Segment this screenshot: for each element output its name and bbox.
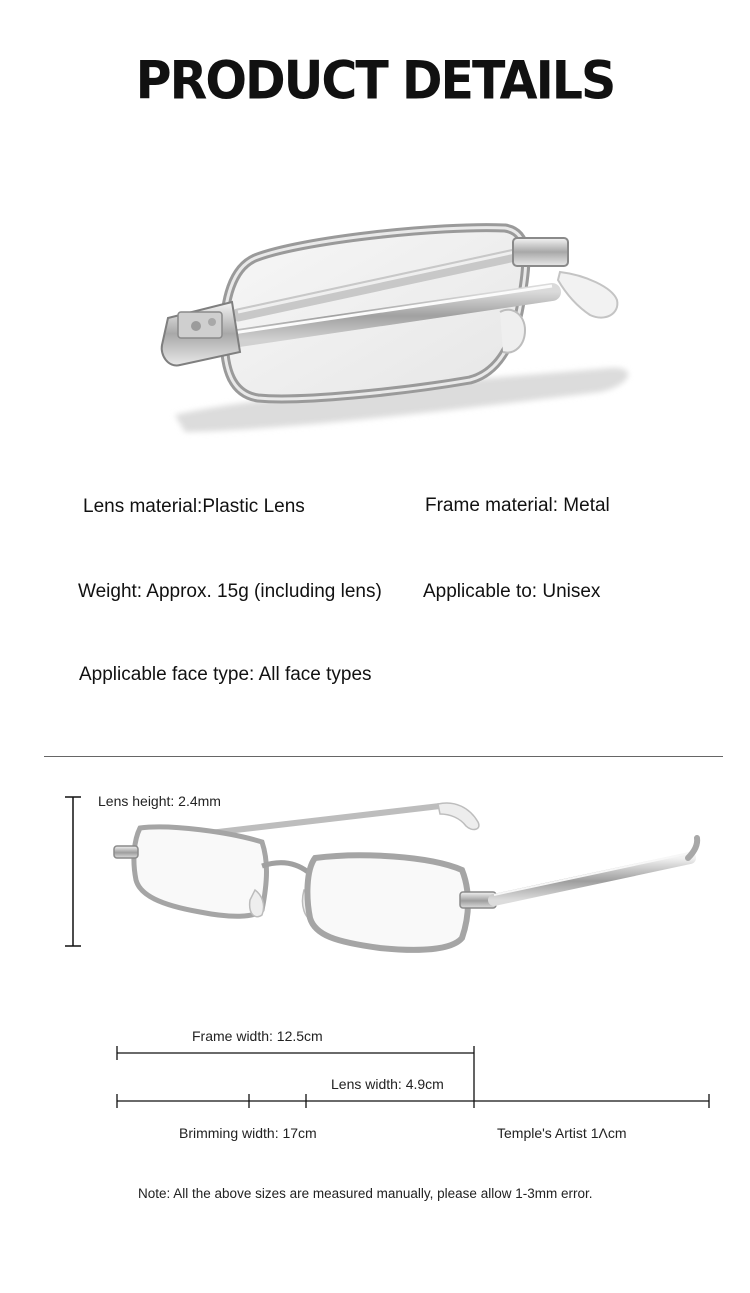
frame-width-label: Frame width: 12.5cm — [192, 1028, 323, 1044]
page-title: PRODUCT DETAILS — [135, 49, 615, 112]
spec-face-type: Applicable face type: All face types — [79, 664, 372, 685]
spec-applicable-to: Applicable to: Unisex — [423, 581, 601, 602]
lens-height-label: Lens height: 2.4mm — [98, 793, 221, 809]
spec-weight: Weight: Approx. 15g (including lens) — [78, 581, 382, 602]
measurement-note: Note: All the above sizes are measured manually, please allow 1-3mm error. — [138, 1186, 593, 1201]
spec-frame-material: Frame material: Metal — [425, 495, 610, 516]
lens-width-label: Lens width: 4.9cm — [331, 1076, 444, 1092]
spec-lens-material: Lens material:Plastic Lens — [83, 496, 305, 517]
brimming-width-label: Brimming width: 17cm — [179, 1125, 317, 1141]
temple-length-label: Temple's Artist 1Λcm — [497, 1125, 627, 1141]
